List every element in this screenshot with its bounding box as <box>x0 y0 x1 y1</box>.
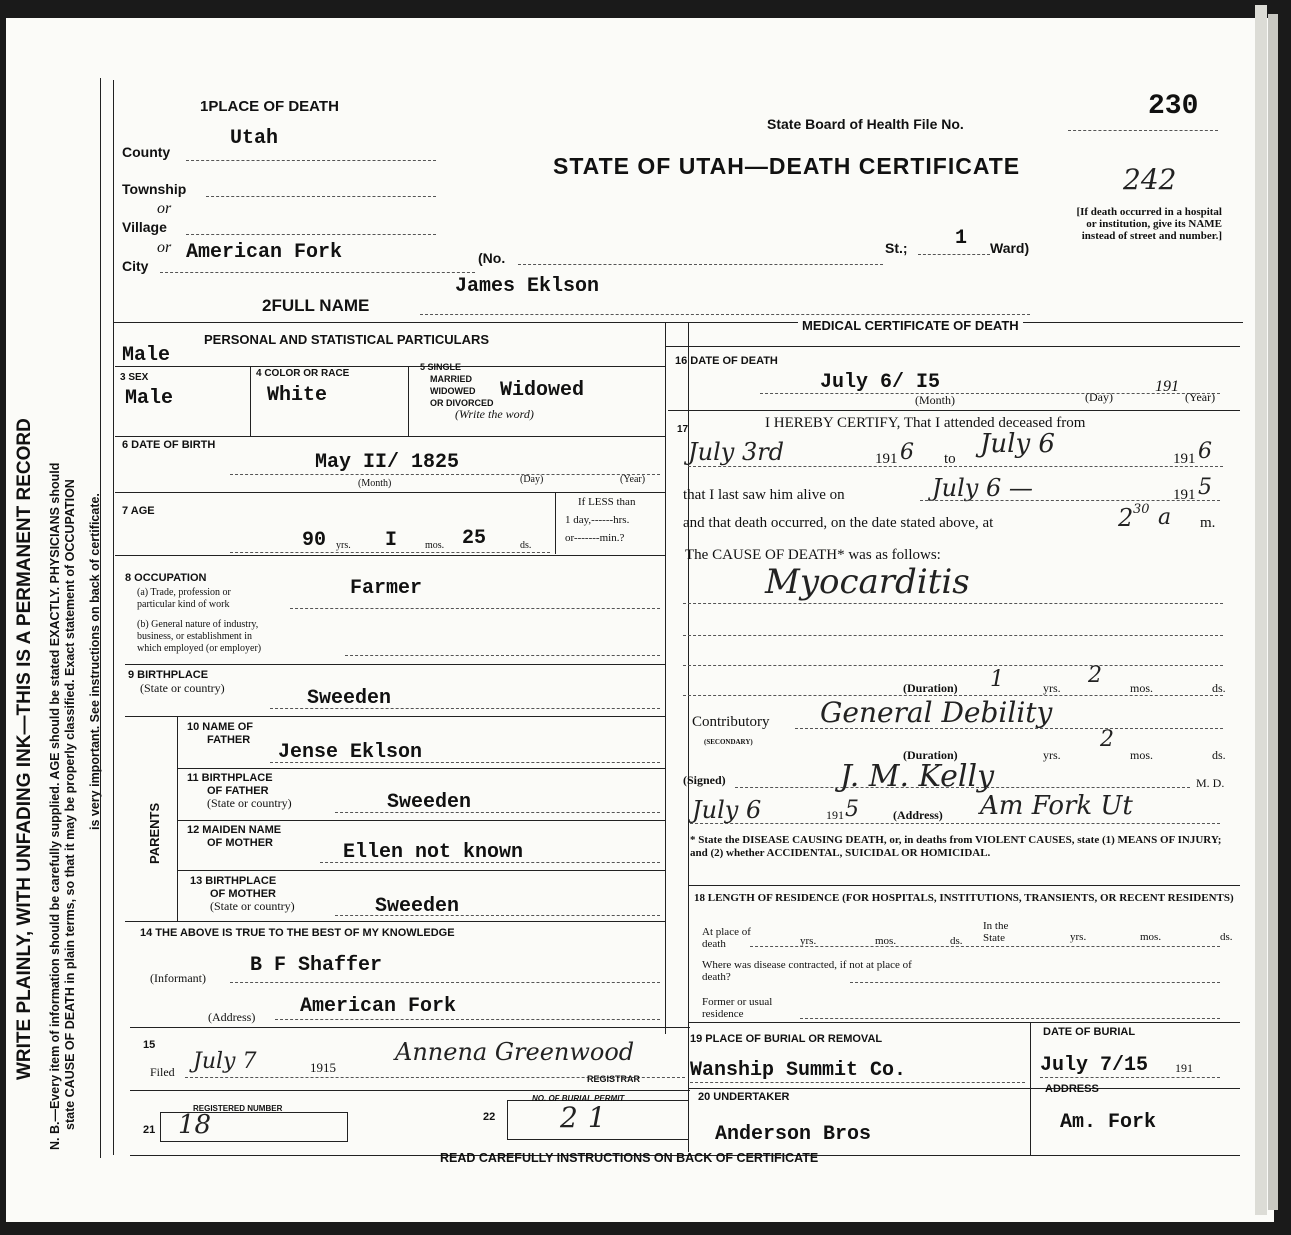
cell-divider <box>408 366 409 436</box>
cause-line3 <box>683 665 1223 666</box>
occupation-label: 8 OCCUPATION <box>125 572 207 584</box>
age-mos-label: mos. <box>425 540 445 551</box>
occupation-b2: business, or establishment in <box>137 631 252 642</box>
frame-mid-line <box>113 322 1243 323</box>
marital-single: 5 SINGLE <box>420 362 462 372</box>
page-edge <box>1268 14 1278 1210</box>
ward-value: 1 <box>955 227 968 250</box>
filed-label: Filed <box>150 1065 175 1079</box>
duration-years: 1 <box>990 667 1004 692</box>
burial-date-label: DATE OF BURIAL <box>1043 1026 1136 1038</box>
sidebar-permanent-record: WRITE PLAINLY, WITH UNFADING INK—THIS IS A PERMANENT RECORD <box>14 418 35 1080</box>
certify-text: I HEREBY CERTIFY, That I attended deceased from <box>765 415 1086 431</box>
burial-permit-prefix: 22 <box>483 1111 496 1123</box>
dod-day-label: (Day) <box>1085 390 1113 404</box>
state-yrs-label: yrs. <box>1070 931 1087 943</box>
physician-address-value: Am Fork Ut <box>980 791 1133 821</box>
file-no-value: 230 <box>1148 91 1199 122</box>
row-line <box>177 870 665 871</box>
death-meridiem: a <box>1158 505 1172 530</box>
cause-line1 <box>683 603 1223 604</box>
dod-year: 191 <box>1155 378 1179 395</box>
filed-year: 1915 <box>310 1060 336 1075</box>
cause-value: Myocarditis <box>765 562 970 602</box>
occupation-line-a <box>290 608 660 609</box>
village-line <box>186 234 436 235</box>
death-time-minutes: 30 <box>1133 502 1150 517</box>
burial-date-value: July 7/15 <box>1040 1054 1149 1077</box>
informant-address-label: (Address) <box>208 1010 256 1024</box>
sidebar-note-line2: state CAUSE OF DEATH in plain terms, so that it may be properly classified. Exact statement of OCCUPATION <box>63 479 77 1130</box>
attended-from-date: July 3rd <box>688 438 785 466</box>
burial-place-line <box>690 1082 1025 1083</box>
dob-label: 6 DATE OF BIRTH <box>122 439 216 451</box>
burial-year: 191 <box>1175 1061 1193 1075</box>
last-saw-year: 191 <box>1173 487 1196 503</box>
footer-instructions: READ CAREFULLY INSTRUCTIONS ON BACK OF CERTIFICATE <box>440 1151 819 1165</box>
sex-label: 3 SEX <box>120 372 149 383</box>
page-edge <box>1255 5 1267 1215</box>
physician-signature: J. M. Kelly <box>840 759 995 794</box>
hospital-note: [If death occurred in a hospital or institution, give its NAME instead of street and number.] <box>1076 206 1222 242</box>
burial-permit-value: 21 <box>560 1101 616 1134</box>
dob-year-label: (Year) <box>620 474 646 485</box>
contributory-value: General Debility <box>820 696 1053 729</box>
father-birthplace-label: 11 BIRTHPLACE <box>187 772 273 784</box>
physician-address-label: (Address) <box>893 808 943 822</box>
file-no-line <box>1068 130 1218 131</box>
signed-year: 191 <box>826 808 844 822</box>
less-than-text2: 1 day,------hrs. <box>565 514 630 526</box>
row-line <box>115 555 665 556</box>
informant-line <box>230 982 660 983</box>
father-name-label2: FATHER <box>207 734 251 746</box>
attended-to-year-hand: 6 <box>1198 439 1212 464</box>
mother-name-label2: OF MOTHER <box>207 837 273 849</box>
last-saw-label: that I last saw him alive on <box>683 487 845 503</box>
file-no-label: State Board of Health File No. <box>767 116 964 132</box>
ward-label: Ward) <box>990 240 1030 256</box>
row-line <box>115 492 665 493</box>
dob-line <box>230 474 660 475</box>
frame-left <box>100 78 101 1158</box>
place-of-death-label: 1PLACE OF DEATH <box>200 98 339 115</box>
city-label: City <box>122 258 149 274</box>
dod-year-label: (Year) <box>1185 390 1216 404</box>
marital-widowed: WIDOWED <box>430 386 476 396</box>
street-number-label: (No. <box>478 250 506 266</box>
father-birthplace-label2: OF FATHER <box>207 785 269 797</box>
duration-ds-label: ds. <box>1212 681 1226 695</box>
age-days-value: 25 <box>462 527 487 550</box>
row-line <box>125 664 665 665</box>
row-line <box>125 716 665 717</box>
informant-label: (Informant) <box>150 971 206 985</box>
dob-month-label: (Month) <box>358 478 392 489</box>
full-name-line <box>420 314 1030 315</box>
mother-name-value: Ellen not known <box>343 841 524 864</box>
township-line <box>206 196 436 197</box>
undertaker-address-label: ADDRESS <box>1045 1083 1099 1095</box>
sex-top-value: Male <box>122 344 171 367</box>
residence-yrs-label: yrs. <box>800 935 817 947</box>
m-label: m. <box>1200 515 1216 531</box>
duration2-label: (Duration) <box>903 748 958 762</box>
duration-label: (Duration) <box>903 681 958 695</box>
duration2-yrs-label: yrs. <box>1043 748 1061 762</box>
full-name-value: James Eklson <box>455 275 600 298</box>
duration-mos-label: mos. <box>1130 681 1154 695</box>
residence-ds-label: ds. <box>950 935 963 947</box>
contributory-label: Contributory <box>692 714 770 730</box>
duration2-months: 2 <box>1100 727 1114 752</box>
to-label: to <box>944 451 956 467</box>
county-line <box>186 160 436 161</box>
age-line <box>230 552 550 553</box>
row-line <box>668 410 1240 411</box>
death-occurred-label: and that death occurred, on the date stated above, at <box>683 515 994 531</box>
age-ds-label: ds. <box>520 540 532 551</box>
burial-permit-label: NO. OF BURIAL PERMIT <box>532 1094 625 1103</box>
age-label: 7 AGE <box>122 505 155 517</box>
father-birthplace-sub: (State or country) <box>207 796 292 810</box>
birthplace-line <box>270 708 660 709</box>
occupation-a2: particular kind of work <box>137 599 230 610</box>
registrar-label: REGISTRAR <box>587 1074 641 1084</box>
at-place-label: At place of death <box>702 926 751 950</box>
sex-value: Male <box>125 387 174 410</box>
undertaker-label: 20 UNDERTAKER <box>698 1091 790 1103</box>
signed-label: (Signed) <box>683 773 726 787</box>
ward-line <box>918 254 990 255</box>
marital-divorced: OR DIVORCED <box>430 398 494 408</box>
registered-number-prefix: 21 <box>143 1124 156 1136</box>
mother-birthplace-line <box>335 915 660 916</box>
full-name-label: 2FULL NAME <box>262 296 370 315</box>
signed-line <box>735 787 1190 788</box>
dob-day-label: (Day) <box>520 474 544 485</box>
residence-label: 18 LENGTH OF RESIDENCE (FOR HOSPITALS, INSTITUTIONS, TRANSIENTS, OR RECENT RESIDENTS) <box>694 892 1234 904</box>
father-birthplace-line <box>335 812 660 813</box>
color-race-value: White <box>267 384 328 407</box>
duration2-ds-label: ds. <box>1212 748 1226 762</box>
attended-from-year: 191 <box>875 451 898 467</box>
dod-value: July 6/ I5 <box>820 371 941 394</box>
cause-label: The CAUSE OF DEATH* was as follows: <box>685 547 941 563</box>
father-birthplace-value: Sweeden <box>387 791 472 814</box>
secondary-label: (SECONDARY) <box>704 738 753 746</box>
mother-birthplace-value: Sweeden <box>375 895 460 918</box>
marital-value: Widowed <box>500 379 585 402</box>
former-residence-label: Former or usual residence <box>702 996 773 1020</box>
less-than-text3: or-------min.? <box>565 532 625 544</box>
state-ds-label: ds. <box>1220 931 1233 943</box>
signed-date: July 6 <box>692 796 762 824</box>
duration2-mos-label: mos. <box>1130 748 1154 762</box>
mother-birthplace-sub: (State or country) <box>210 899 295 913</box>
village-label: Village <box>122 219 167 235</box>
item-17-number: 17 <box>677 424 689 435</box>
duration-yrs-label: yrs. <box>1043 681 1061 695</box>
residence-mos-label: mos. <box>875 935 897 947</box>
father-name-label: 10 NAME OF <box>187 721 254 733</box>
row-line <box>688 1022 1240 1023</box>
personal-section-title: PERSONAL AND STATISTICAL PARTICULARS <box>204 332 490 347</box>
row-line <box>130 1090 690 1091</box>
marital-note: (Write the word) <box>455 407 534 421</box>
informant-address-line <box>275 1019 660 1020</box>
street-label: St.; <box>885 240 908 256</box>
filed-number: 15 <box>143 1039 156 1051</box>
row-line <box>130 1027 690 1028</box>
occupation-b3: which employed (or employer) <box>137 643 262 654</box>
filed-date: July 7 <box>193 1049 257 1074</box>
registered-number-value: 18 <box>178 1110 212 1140</box>
residence-line <box>750 946 1220 947</box>
last-saw-line <box>920 500 1220 501</box>
former-residence-line <box>800 1018 1220 1019</box>
or-text: or <box>157 200 172 217</box>
undertaker-address-value: Am. Fork <box>1060 1111 1157 1134</box>
occupation-b1: (b) General nature of industry, <box>137 619 259 630</box>
dod-line <box>760 393 1220 394</box>
dod-month-label: (Month) <box>915 393 955 407</box>
column-divider <box>665 322 666 1034</box>
cause-footnote: * State the DISEASE CAUSING DEATH, or, in deaths from VIOLENT CAUSES, state (1) MEANS OF INJURY; and (2) whether ACCIDENTAL, SUICIDAL OR HOMICIDAL. <box>690 834 1222 859</box>
cell-divider <box>250 366 251 436</box>
less-than-text1: If LESS than <box>578 496 636 508</box>
medical-section-title: MEDICAL CERTIFICATE OF DEATH <box>798 319 1023 332</box>
sidebar-note-line3: is very important. See instructions on back of certificate. <box>88 493 102 830</box>
township-label: Township <box>122 181 187 197</box>
dob-value: May II/ 1825 <box>315 451 460 474</box>
duration-months: 2 <box>1088 663 1102 688</box>
mother-birthplace-label: 13 BIRTHPLACE <box>190 875 277 887</box>
age-months-value: I <box>385 529 398 552</box>
mother-birthplace-label2: OF MOTHER <box>210 888 276 900</box>
parents-divider <box>177 716 178 921</box>
color-race-label: 4 COLOR OR RACE <box>256 368 350 379</box>
cell-divider <box>555 492 556 554</box>
burial-date-line <box>1040 1077 1220 1078</box>
city-value: American Fork <box>186 241 343 264</box>
burial-place-value: Wanship Summit Co. <box>690 1059 907 1082</box>
birthplace-label: 9 BIRTHPLACE <box>128 669 209 681</box>
informant-value: B F Shaffer <box>250 954 383 977</box>
informant-heading: 14 THE ABOVE IS TRUE TO THE BEST OF MY KNOWLEDGE <box>140 927 455 939</box>
attended-to-date: July 6 <box>980 429 1055 459</box>
row-line <box>125 921 665 922</box>
mother-name-label: 12 MAIDEN NAME <box>187 824 282 836</box>
marital-married: MARRIED <box>430 374 472 384</box>
birthplace-value: Sweeden <box>307 687 392 710</box>
contributory-line <box>795 728 1223 729</box>
where-contracted-line <box>850 982 1220 983</box>
father-name-line <box>270 762 660 763</box>
attended-to-year: 191 <box>1173 451 1196 467</box>
row-line <box>665 346 1240 347</box>
row-line <box>115 366 665 367</box>
cause-line2 <box>683 635 1223 636</box>
md-label: M. D. <box>1196 776 1225 790</box>
row-line <box>688 1088 1240 1089</box>
handwritten-number: 242 <box>1123 163 1177 196</box>
occupation-a1: (a) Trade, profession or <box>137 587 231 598</box>
where-contracted-label: Where was disease contracted, if not at place of death? <box>702 959 912 983</box>
informant-address-value: American Fork <box>300 995 457 1018</box>
age-years-value: 90 <box>302 529 327 552</box>
attended-from-year-hand: 6 <box>900 440 914 465</box>
state-mos-label: mos. <box>1140 931 1162 943</box>
death-time: 2 <box>1118 504 1134 532</box>
signed-address-line <box>690 823 1220 824</box>
certificate-title: STATE OF UTAH—DEATH CERTIFICATE <box>553 153 1021 179</box>
parents-label: PARENTS <box>147 802 162 864</box>
row-line <box>688 885 1240 886</box>
age-yrs-label: yrs. <box>336 540 351 551</box>
dod-label: 16 DATE OF DEATH <box>675 355 778 367</box>
last-saw-date: July 6 — <box>932 474 1033 502</box>
undertaker-value: Anderson Bros <box>715 1123 872 1146</box>
registered-number-label: REGISTERED NUMBER <box>193 1104 283 1113</box>
street-line <box>518 264 883 265</box>
burial-place-label: 19 PLACE OF BURIAL OR REMOVAL <box>690 1033 883 1045</box>
sidebar-note-line1: N. B.—Every item of information should be carefully supplied. AGE should be stated EXACTLY. PHYSICIANS should <box>48 462 62 1150</box>
registrar-signature: Annena Greenwood <box>395 1038 635 1066</box>
city-line <box>160 272 475 273</box>
father-name-value: Jense Eklson <box>278 741 423 764</box>
county-label: County <box>122 144 171 160</box>
in-state-label: In the State <box>983 920 1009 944</box>
row-line <box>177 768 665 769</box>
or-text: or <box>157 239 172 256</box>
attended-line <box>688 466 1223 467</box>
birthplace-sub: (State or country) <box>140 681 225 695</box>
occupation-line-b <box>345 655 660 656</box>
county-value: Utah <box>230 127 279 150</box>
row-line <box>177 820 665 821</box>
signed-year-hand: 5 <box>845 797 859 822</box>
frame-left-inner <box>113 80 114 1155</box>
mother-name-line <box>320 862 660 863</box>
row-line <box>115 436 665 437</box>
last-saw-year-hand: 5 <box>1198 475 1212 500</box>
occupation-value: Farmer <box>350 577 423 600</box>
